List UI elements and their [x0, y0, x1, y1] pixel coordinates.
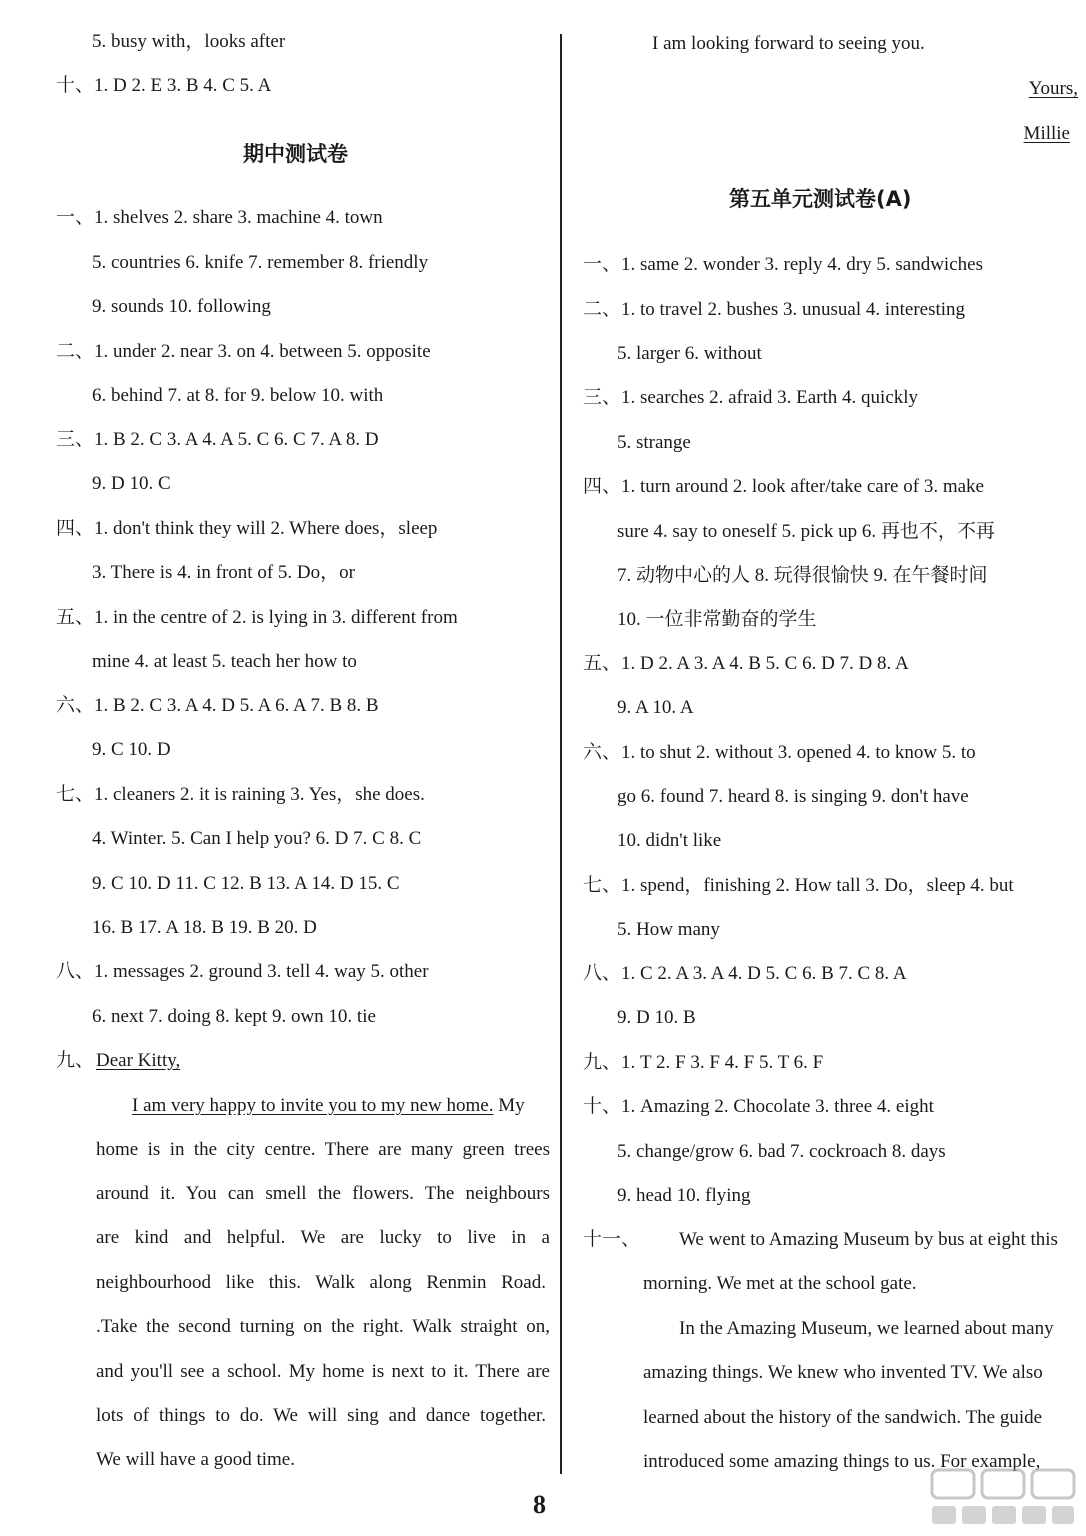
- answer-line: 一、1. shelves 2. share 3. machine 4. town: [56, 207, 383, 228]
- answer-line: 八、1. C 2. A 3. A 4. D 5. C 6. B 7. C 8. A: [583, 963, 907, 984]
- answer-line: 四、1. turn around 2. look after/take care of 3. make: [583, 476, 984, 497]
- answer-line: 十、1. Amazing 2. Chocolate 3. three 4. eight: [583, 1096, 934, 1117]
- answer-line: 6. behind 7. at 8. for 9. below 10. with: [92, 385, 384, 406]
- answer-line: 四、1. don't think they will 2. Where does，sleep: [56, 518, 438, 539]
- essay-line: amazing things. We knew who invented TV. We also: [643, 1362, 1043, 1383]
- letter-first-rest: My: [493, 1095, 525, 1116]
- essay-line: introduced some amazing things to us. For example,: [643, 1451, 1041, 1472]
- answer-line: 9. sounds 10. following: [92, 296, 271, 317]
- answer-line: 七、1. spend，finishing 2. How tall 3. Do，sleep 4. but: [583, 875, 1014, 896]
- answer-line: 三、1. B 2. C 3. A 4. A 5. C 6. C 7. A 8. D: [56, 429, 379, 450]
- answer-line: 六、1. to shut 2. without 3. opened 4. to know 5. to: [583, 742, 976, 763]
- letter-line: neighbourhood like this. Walk along Renmin Road.: [96, 1272, 546, 1293]
- essay-line: In the Amazing Museum, we learned about many: [679, 1318, 1054, 1339]
- answer-line: 10. didn't like: [617, 830, 722, 851]
- section-title: 期中测试卷: [243, 142, 348, 166]
- letter-line: are kind and helpful. We are lucky to live in a: [96, 1227, 550, 1248]
- answer-line: 16. B 17. A 18. B 19. B 20. D: [92, 917, 317, 938]
- answer-line: 10. 一位非常勤奋的学生: [617, 609, 817, 630]
- answer-line: go 6. found 7. heard 8. is singing 9. don't have: [617, 786, 969, 807]
- letter-line: lots of things to do. We will sing and dance together.: [96, 1405, 546, 1426]
- answer-line: 5. change/grow 6. bad 7. cockroach 8. days: [617, 1141, 946, 1162]
- letter-greeting: Dear Kitty,: [96, 1050, 181, 1071]
- letter-line: around it. You can smell the flowers. The neighbours: [96, 1183, 550, 1204]
- answer-line: 9. D 10. C: [92, 473, 171, 494]
- answer-line: 3. There is 4. in front of 5. Do，or: [92, 562, 355, 583]
- letter-first-line: [132, 1094, 525, 1118]
- essay-line: morning. We met at the school gate.: [643, 1273, 917, 1294]
- watermark-logo-icon: [928, 1466, 1078, 1530]
- answer-line: 八、1. messages 2. ground 3. tell 4. way 5. other: [56, 961, 429, 982]
- letter-sign-name: Millie: [1023, 123, 1070, 144]
- answer-line: 5. busy with，looks after: [92, 31, 286, 52]
- letter-label: 九、: [56, 1050, 95, 1071]
- answer-line: 一、1. same 2. wonder 3. reply 4. dry 5. sandwiches: [583, 254, 983, 275]
- answer-line: 五、1. D 2. A 3. A 4. B 5. C 6. D 7. D 8. A: [583, 653, 909, 674]
- essay-label: 十一、: [583, 1229, 641, 1250]
- answer-line: 7. 动物中心的人 8. 玩得很愉快 9. 在午餐时间: [617, 565, 988, 586]
- letter-line: We will have a good time.: [96, 1449, 295, 1470]
- letter-sign-yours: Yours,: [1028, 78, 1078, 99]
- section-title: 第五单元测试卷(A): [729, 187, 912, 211]
- letter-line: .Take the second turning on the right. Walk straight on,: [96, 1316, 550, 1337]
- answer-line: 9. A 10. A: [617, 697, 694, 718]
- answer-line: 9. D 10. B: [617, 1007, 696, 1028]
- letter-line: home is in the city centre. There are many green trees: [96, 1139, 550, 1160]
- answer-line: 五、1. in the centre of 2. is lying in 3. different from: [56, 607, 458, 628]
- essay-line: learned about the history of the sandwich. The guide: [643, 1407, 1043, 1428]
- page-number: 8: [533, 1490, 546, 1519]
- answer-line: 5. countries 6. knife 7. remember 8. friendly: [92, 252, 429, 273]
- answer-line: 9. C 10. D: [92, 739, 171, 760]
- essay-line: We went to Amazing Museum by bus at eight this: [679, 1229, 1058, 1250]
- answer-line: 6. next 7. doing 8. kept 9. own 10. tie: [92, 1006, 376, 1027]
- answer-line: 5. larger 6. without: [617, 343, 762, 364]
- answer-line: mine 4. at least 5. teach her how to: [92, 651, 357, 672]
- answer-line: 十、1. D 2. E 3. B 4. C 5. A: [56, 75, 272, 96]
- answer-line: 七、1. cleaners 2. it is raining 3. Yes，she does.: [56, 784, 425, 805]
- letter-line: and you'll see a school. My home is next to it. There are: [96, 1361, 550, 1382]
- answer-line: 三、1. searches 2. afraid 3. Earth 4. quickly: [583, 387, 919, 408]
- answer-line: 六、1. B 2. C 3. A 4. D 5. A 6. A 7. B 8. B: [56, 695, 379, 716]
- answer-line: sure 4. say to oneself 5. pick up 6. 再也不，不再: [617, 521, 995, 542]
- letter-closing: I am looking forward to seeing you.: [652, 33, 925, 54]
- answer-line: 5. strange: [617, 432, 691, 453]
- answer-line: 9. head 10. flying: [617, 1185, 751, 1206]
- answer-line: 9. C 10. D 11. C 12. B 13. A 14. D 15. C: [92, 873, 400, 894]
- answer-line: 4. Winter. 5. Can I help you? 6. D 7. C 8. C: [92, 828, 422, 849]
- answer-line: 5. How many: [617, 919, 720, 940]
- letter-underlined-sentence: I am very happy to invite you to my new home.: [132, 1095, 494, 1116]
- column-divider: [560, 34, 562, 1474]
- answer-line: 二、1. to travel 2. bushes 3. unusual 4. interesting: [583, 299, 966, 320]
- answer-line: 二、1. under 2. near 3. on 4. between 5. opposite: [56, 341, 431, 362]
- answer-line: 九、1. T 2. F 3. F 4. F 5. T 6. F: [583, 1052, 824, 1073]
